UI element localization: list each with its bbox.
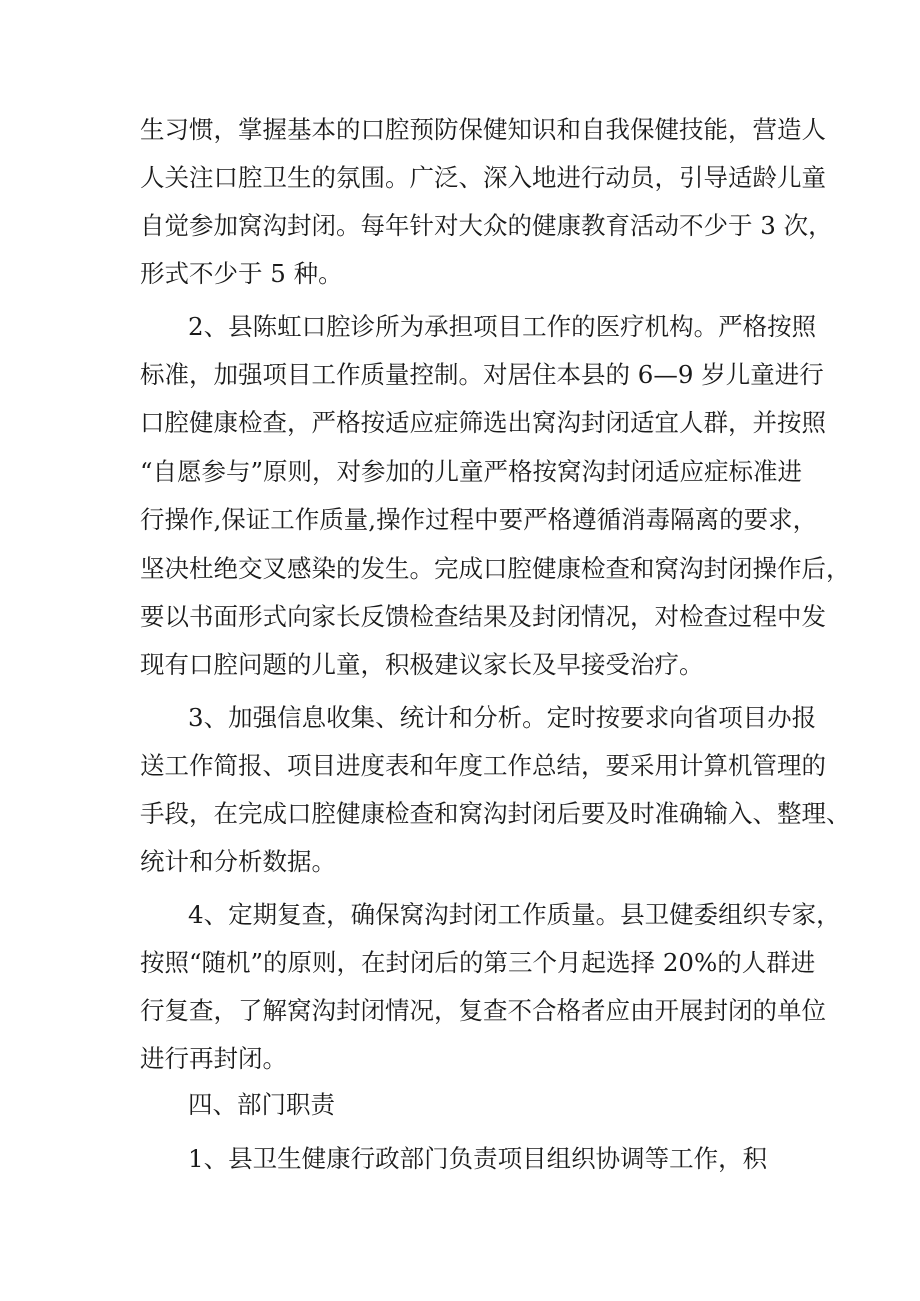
text-line: 标准，加强项目工作质量控制。对居住本县的 6—9 岁儿童进行 <box>140 360 824 389</box>
text-line: 生习惯，掌握基本的口腔预防保健知识和自我保健技能，营造人 <box>140 115 826 144</box>
text-line: 现有口腔问题的儿童，积极建议家长及早接受治疗。 <box>140 650 704 679</box>
text-line: 3、加强信息收集、统计和分析。定时按要求向省项目办报 <box>188 703 817 732</box>
text-line: 自觉参加窝沟封闭。每年针对大众的健康教育活动不少于 3 次， <box>140 211 833 240</box>
text-line: 统计和分析数据。 <box>140 847 336 876</box>
text-line: 形式不少于 5 种。 <box>140 259 343 288</box>
text-line: 要以书面形式向家长反馈检查结果及封闭情况，对检查过程中发 <box>140 602 826 631</box>
text-line: 人关注口腔卫生的氛围。广泛、深入地进行动员，引导适龄儿童 <box>140 163 826 192</box>
text-line: 坚决杜绝交叉感染的发生。完成口腔健康检查和窝沟封闭操作后， <box>140 554 851 583</box>
text-line: 行操作,保证工作质量,操作过程中要严格遵循消毒隔离的要求， <box>140 505 818 534</box>
text-line: 送工作简报、项目进度表和年度工作总结，要采用计算机管理的 <box>140 751 826 780</box>
text-line: 手段，在完成口腔健康检查和窝沟封闭后要及时准确输入、整理、 <box>140 799 851 828</box>
text-line: 按照“随机”的原则，在封闭后的第三个月起选择 20%的人群进 <box>140 948 816 977</box>
section-heading: 四、部门职责 <box>188 1090 335 1119</box>
text-line: 行复查，了解窝沟封闭情况，复查不合格者应由开展封闭的单位 <box>140 996 826 1025</box>
text-line: 口腔健康检查，严格按适应症筛选出窝沟封闭适宜人群，并按照 <box>140 408 826 437</box>
text-line: 进行再封闭。 <box>140 1044 287 1073</box>
text-line: 2、县陈虹口腔诊所为承担项目工作的医疗机构。严格按照 <box>188 312 817 341</box>
text-line: 1、县卫生健康行政部门负责项目组织协调等工作，积 <box>188 1144 768 1173</box>
text-line: “自愿参与”原则，对参加的儿童严格按窝沟封闭适应症标准进 <box>140 457 803 486</box>
text-line: 4、定期复查，确保窝沟封闭工作质量。县卫健委组织专家， <box>188 900 841 929</box>
